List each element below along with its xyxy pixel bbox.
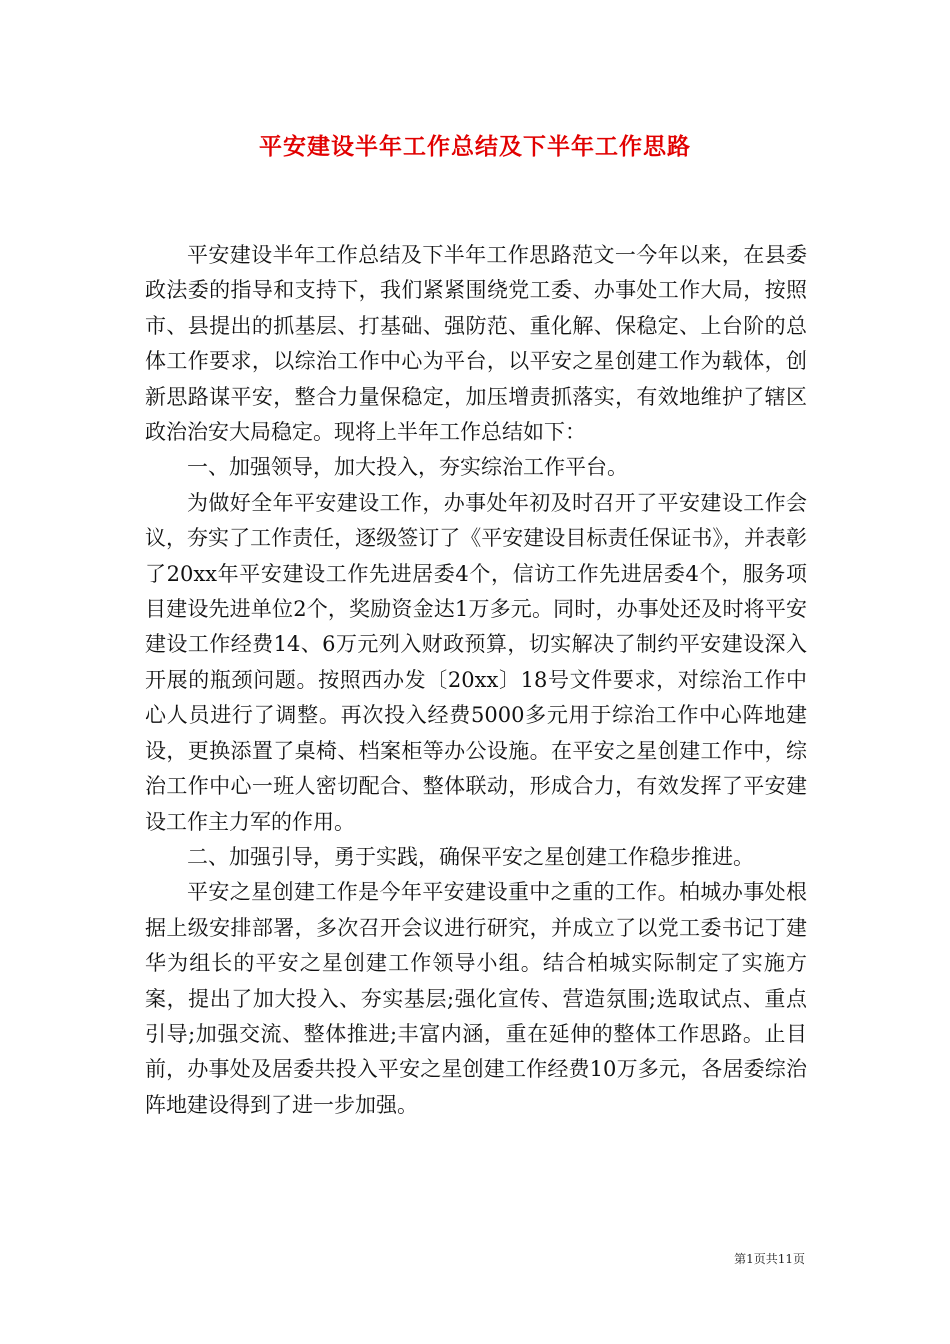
document-body (145, 238, 807, 1123)
paragraph-section-2: 平安之星创建工作是今年平安建设重中之重的工作。柏城办事处根据上级安排部署，多次召开会议进行研究，并成立了以党工委书记丁建华为组长的平安之星创建工作领导小组。结合柏城实际制定了实施方案，提出了加大投入、夯实基层;强化宣传、营造氛围;选取试点、重点引导;加强交流、整体推进;丰富内涵，重在延伸的整体工作思路。止目前，办事处及居委共投入平安之星创建工作经费10万多元，各居委综治阵地建设得到了进一步加强。 (145, 880, 807, 1117)
document-title: 平安建设半年工作总结及下半年工作思路 (259, 133, 691, 160)
page-number-footer: 第1页共11页 (734, 1252, 805, 1266)
section-heading-2: 二、加强引导，勇于实践，确保平安之星创建工作稳步推进。 (187, 844, 754, 869)
paragraph-intro: 平安建设半年工作总结及下半年工作思路范文一今年以来，在县委政法委的指导和支持下，我们紧紧围绕党工委、办事处工作大局，按照市、县提出的抓基层、打基础、强防范、重化解、保稳定、上台阶的总体工作要求，以综治工作中心为平台，以平安之星创建工作为载体，创新思路谋平安，整合力量保稳定，加压增责抓落实，有效地维护了辖区政治治安大局稳定。现将上半年工作总结如下： (145, 243, 807, 445)
section-heading-1: 一、加强领导，加大投入，夯实综治工作平台。 (187, 455, 628, 480)
paragraph-section-1: 为做好全年平安建设工作，办事处年初及时召开了平安建设工作会议，夯实了工作责任，逐级签订了《平安建设目标责任保证书》，并表彰了20xx年平安建设工作先进居委4个，信访工作先进居委4个，服务项目建设先进单位2个，奖励资金达1万多元。同时，办事处还及时将平安建设工作经费14、6万元列入财政预算，切实解决了制约平安建设深入开展的瓶颈问题。按照西办发〔20xx〕18号文件要求，对综治工作中心人员进行了调整。再次投入经费5000多元用于综治工作中心阵地建设，更换添置了桌椅、档案柜等办公设施。在平安之星创建工作中，综治工作中心一班人密切配合、整体联动，形成合力，有效发挥了平安建设工作主力军的作用。 (145, 490, 807, 834)
